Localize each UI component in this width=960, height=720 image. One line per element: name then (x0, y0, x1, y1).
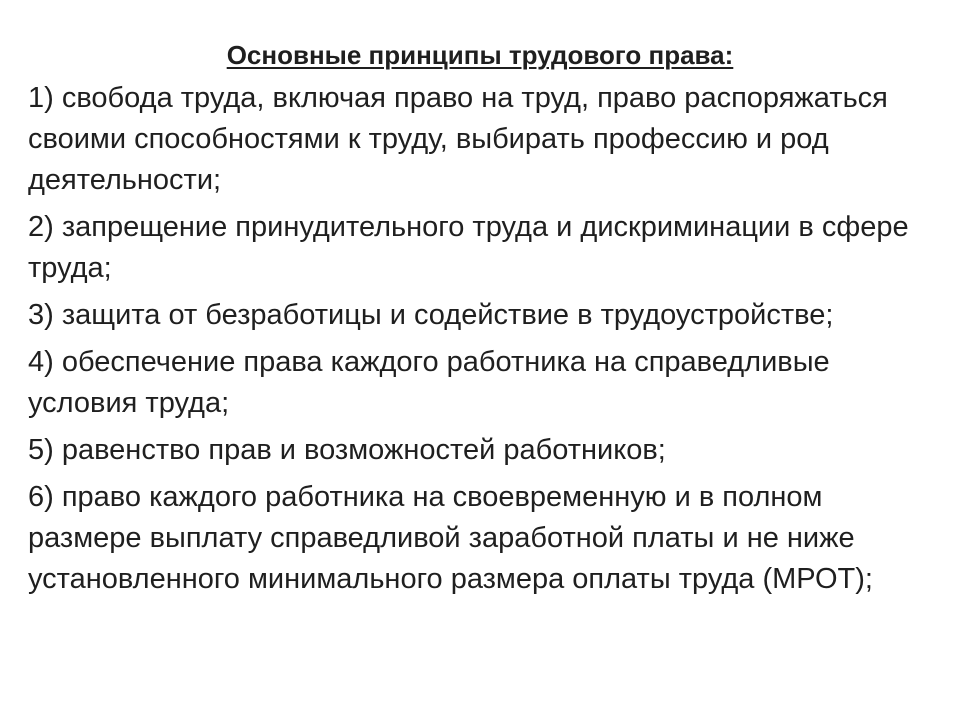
slide-title-text: Основные принципы трудового права: (226, 40, 734, 70)
principle-item-4: 4) обеспечение права каждого работника на справедливые условия труда; (28, 346, 830, 419)
principle-item-6: 6) право каждого работника на своевременную и в полном размере выплату справедливой заработной платы и не ниже установленного минимального размера оплаты труда (МРОТ); (28, 481, 873, 595)
principle-item-2: 2) запрещение принудительного труда и дискриминации в сфере труда; (28, 211, 909, 284)
slide-title (28, 40, 920, 70)
principle-item-5: 5) равенство прав и возможностей работников; (28, 434, 666, 466)
principle-item-1: 1) свобода труда, включая право на труд, право распоряжаться своими способностями к труду, выбирать профессию и род деятельности; (28, 82, 888, 196)
principles-list (28, 78, 920, 600)
principle-item-3: 3) защита от безработицы и содействие в трудоустройстве; (28, 299, 834, 331)
